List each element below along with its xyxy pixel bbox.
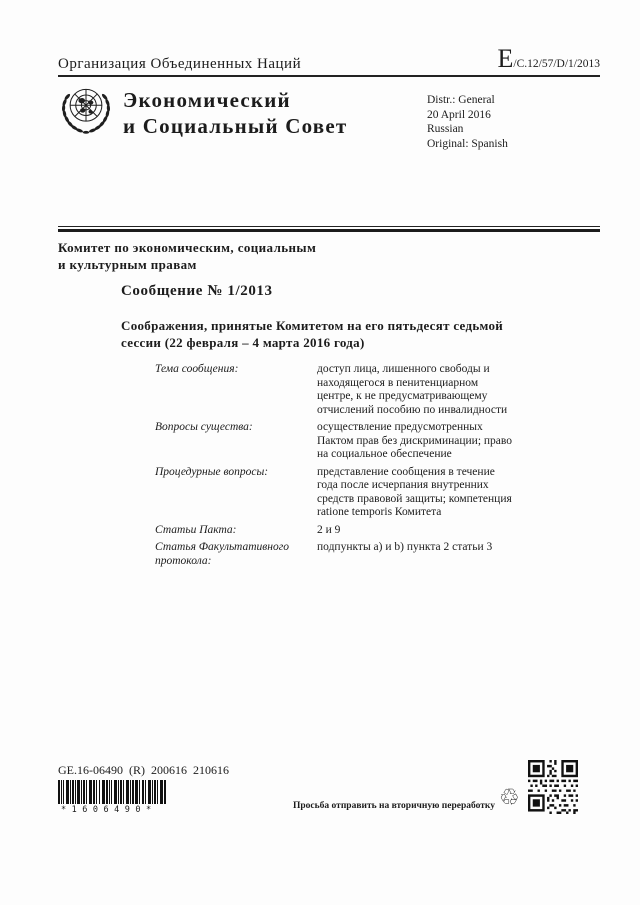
qr-code-icon <box>528 760 578 814</box>
communication-title: Сообщение № 1/2013 <box>121 283 273 299</box>
detail-label: Статья Факультативного протокола: <box>155 541 289 567</box>
distr-line: Distr.: General <box>427 94 495 106</box>
doc-symbol-suffix: /C.12/57/D/1/2013 <box>513 58 600 70</box>
communication-subtitle: Соображения, принятые Комитетом на его пятьдесят седьмой сессии (22 февраля – 4 марта 2016 года) <box>121 318 504 350</box>
detail-label: Вопросы существа: <box>155 421 253 433</box>
header-rule <box>58 75 600 77</box>
detail-value: доступ лица, лишенного свободы и находящегося в пенитенциарном центре, к не предусматривающему отчислений пособию по инвалидности <box>317 363 508 416</box>
distribution-block <box>427 93 508 151</box>
doc-symbol-prefix: E <box>497 44 514 73</box>
recycle-icon: ♲ <box>499 785 520 811</box>
original-language-line: Original: Spanish <box>427 137 508 150</box>
council-title-line1: Экономический <box>123 88 291 112</box>
detail-value: осуществление предусмотренных Пактом прав без дискриминации; право на социальное обеспечение <box>317 421 513 460</box>
detail-label: Тема сообщения: <box>155 363 239 375</box>
date-line: 20 April 2016 <box>427 108 491 121</box>
committee-name-line1: Комитет по экономическим, социальным <box>58 240 317 255</box>
doc-symbol <box>498 44 600 74</box>
org-name: Организация Объединенных Наций <box>58 56 302 72</box>
detail-value: представление сообщения в течение года после исчерпания внутренних средств правовой защиты; компетенция ratione temporis Комитета <box>317 465 512 518</box>
un-emblem-icon <box>57 81 115 137</box>
committee-name-line2: и культурным правам <box>58 257 197 272</box>
detail-value: подпункты a) и b) пункта 2 статьи 3 <box>317 541 493 553</box>
detail-label: Процедурные вопросы: <box>155 465 269 478</box>
council-title-line2: и Социальный Совет <box>123 114 348 138</box>
language-line: Russian <box>427 123 464 135</box>
details-table <box>155 363 575 572</box>
detail-row-protocol-article <box>155 541 575 568</box>
detail-value: 2 и 9 <box>317 523 341 536</box>
section-rule <box>58 226 600 232</box>
detail-row-procedural-issues <box>155 466 575 520</box>
recycle-note: Просьба отправить на вторичную переработку <box>293 801 495 811</box>
committee-name <box>58 239 316 273</box>
detail-label: Статьи Пакта: <box>155 523 237 536</box>
detail-row-covenant-articles <box>155 524 575 538</box>
barcode <box>58 780 166 804</box>
detail-row-subject <box>155 363 575 417</box>
council-title <box>123 87 347 139</box>
ge-number: GE.16-06490 (R) 200616 210616 <box>58 763 229 777</box>
barcode-digits: *1606490* <box>61 805 157 815</box>
detail-row-substantive-issues <box>155 421 575 462</box>
